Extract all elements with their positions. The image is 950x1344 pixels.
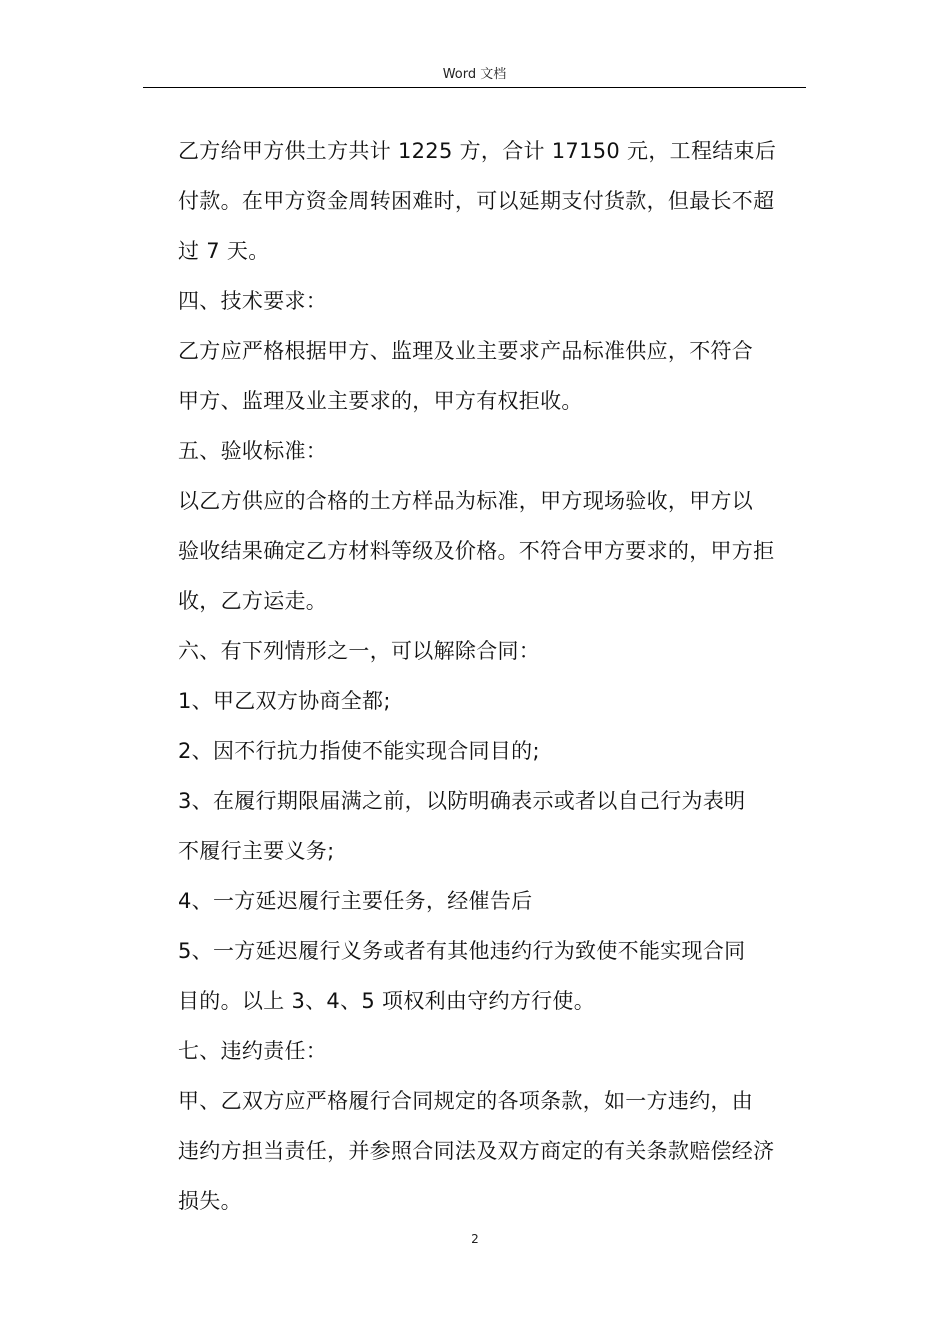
body-line: 验收结果确定乙方材料等级及价格。不符合甲方要求的，甲方拒 (178, 539, 775, 563)
list-item: 4、一方延迟履行主要任务，经催告后 (178, 889, 533, 913)
section-heading: 六、有下列情形之一，可以解除合同： (178, 639, 541, 663)
list-item: 3、在履行期限届满之前，以防明确表示或者以自己行为表明 (178, 789, 746, 813)
list-item: 不履行主要义务; (178, 839, 335, 863)
body-line: 乙方应严格根据甲方、监理及业主要求产品标准供应，不符合 (178, 339, 754, 363)
page-header: Word 文档 (442, 67, 507, 82)
body-line: 损失。 (178, 1189, 242, 1213)
section-heading: 五、验收标准： (178, 439, 328, 463)
body-line: 乙方给甲方供土方共计 1225 方，合计 17150 元，工程结束后 (178, 139, 777, 163)
section-heading: 七、违约责任： (178, 1039, 328, 1063)
body-line: 违约方担当责任，并参照合同法及双方商定的有关条款赔偿经济 (178, 1139, 775, 1163)
list-item: 2、因不行抗力指使不能实现合同目的; (178, 739, 540, 763)
list-item: 1、甲乙双方协商全都; (178, 689, 391, 713)
page-number: 2 (471, 1232, 479, 1246)
list-item: 5、一方延迟履行义务或者有其他违约行为致使不能实现合同 (178, 939, 746, 963)
body-line: 以乙方供应的合格的土方样品为标准，甲方现场验收，甲方以 (178, 489, 754, 513)
body-line: 付款。在甲方资金周转困难时，可以延期支付货款，但最长不超 (178, 189, 775, 213)
header-divider (143, 87, 806, 88)
body-line: 甲、乙双方应严格履行合同规定的各项条款，如一方违约，由 (178, 1089, 754, 1113)
list-item: 目的。以上 3、4、5 项权利由守约方行使。 (178, 989, 596, 1013)
body-line: 过 7 天。 (178, 239, 270, 263)
body-line: 甲方、监理及业主要求的，甲方有权拒收。 (178, 389, 583, 413)
document-body (178, 126, 808, 1226)
section-heading: 四、技术要求： (178, 289, 328, 313)
body-line: 收，乙方运走。 (178, 589, 328, 613)
